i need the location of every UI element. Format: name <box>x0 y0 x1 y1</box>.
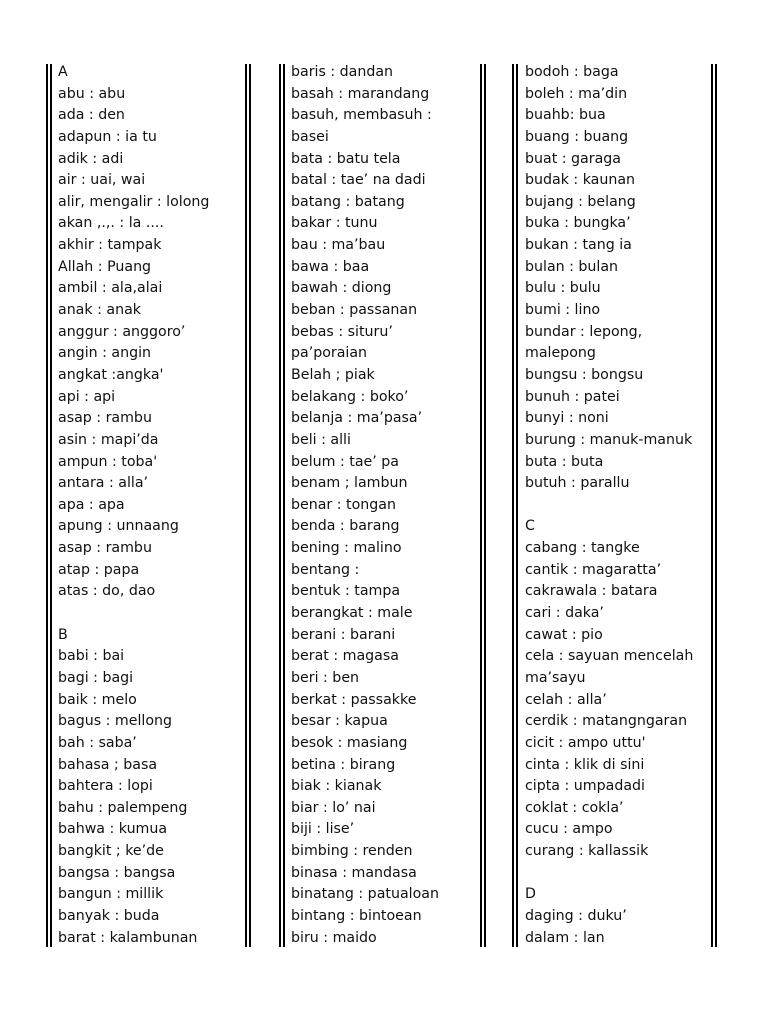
dictionary-entry: Allah : Puang <box>58 258 152 275</box>
dictionary-entry: apung : unnaang <box>58 518 179 535</box>
dictionary-entry: bawah : diong <box>291 280 392 297</box>
dictionary-entry: beban : passanan <box>291 302 418 319</box>
dictionary-entry: bukan : tang ia <box>525 237 632 254</box>
dictionary-entry: buat : garaga <box>525 150 621 167</box>
dictionary-entry: cari : daka’ <box>525 605 604 622</box>
dictionary-entry: bagi : bagi <box>58 669 134 686</box>
dictionary-entry: bentuk : tampa <box>291 583 401 600</box>
dictionary-entry: bawa : baa <box>291 258 370 275</box>
section-letter: D <box>525 886 536 903</box>
dictionary-entry: antara : alla’ <box>58 475 149 492</box>
dictionary-entry: asin : mapi’da <box>58 431 159 448</box>
word-column-2 <box>291 62 439 949</box>
dictionary-entry: ampun : toba' <box>58 453 158 470</box>
dictionary-entry: abu : abu <box>58 85 126 102</box>
dictionary-entry: beri : ben <box>291 669 360 686</box>
dictionary-entry: biak : kianak <box>291 778 382 795</box>
dictionary-entry: bau : ma’bau <box>291 237 386 254</box>
dictionary-entry: asap : rambu <box>58 540 152 557</box>
dictionary-entry: belanja : ma’pasa’ <box>291 410 423 427</box>
dictionary-entry: cakrawala : batara <box>525 583 658 600</box>
dictionary-entry: besar : kapua <box>291 713 388 730</box>
dictionary-entry: cipta : umpadadi <box>525 778 645 795</box>
dictionary-entry: baik : melo <box>58 691 137 708</box>
dictionary-entry: cela : sayuan mencelah <box>525 648 694 665</box>
dictionary-entry: banyak : buda <box>58 907 160 924</box>
dictionary-entry: baris : dandan <box>291 64 394 80</box>
dictionary-entry: berani : barani <box>291 626 396 643</box>
dictionary-entry: cinta : klik di sini <box>525 756 645 773</box>
dictionary-entry: barat : kalambunan <box>58 929 198 946</box>
column-rule <box>283 64 285 947</box>
dictionary-entry: burung : manuk-manuk <box>525 431 693 448</box>
dictionary-entry: berkat : passakke <box>291 691 417 708</box>
dictionary-entry: bulu : bulu <box>525 280 601 297</box>
dictionary-entry: betina : birang <box>291 756 396 773</box>
dictionary-entry: bening : malino <box>291 540 402 557</box>
column-rule <box>715 64 717 947</box>
dictionary-entry: akan ,.,. : la .... <box>58 215 164 232</box>
dictionary-entry: cerdik : matangngaran <box>525 713 688 730</box>
blank-line <box>58 603 209 625</box>
dictionary-entry: asap : rambu <box>58 410 152 427</box>
dictionary-entry: bahtera : lopi <box>58 778 153 795</box>
dictionary-entry: batal : tae’ na dadi <box>291 172 426 189</box>
dictionary-entry: cicit : ampo uttu' <box>525 734 646 751</box>
dictionary-entry: coklat : cokla’ <box>525 799 624 816</box>
dictionary-entry: benam ; lambun <box>291 475 408 492</box>
column-rule <box>249 64 251 947</box>
dictionary-entry: dalam : lan <box>525 929 605 946</box>
dictionary-entry: basah : marandang <box>291 85 430 102</box>
dictionary-entry: bunuh : patei <box>525 388 620 405</box>
dictionary-entry: buahb: bua <box>525 107 606 124</box>
dictionary-entry: buta : buta <box>525 453 604 470</box>
dictionary-entry: adapun : ia tu <box>58 128 157 145</box>
dictionary-entry: basei <box>291 128 329 145</box>
column-rule <box>512 64 514 947</box>
section-letter: B <box>58 626 68 643</box>
column-rule <box>279 64 281 947</box>
dictionary-entry: bungsu : bongsu <box>525 366 644 383</box>
dictionary-entry: bah : saba’ <box>58 734 137 751</box>
dictionary-entry: bahu : palempeng <box>58 799 188 816</box>
word-column-3 <box>525 62 693 949</box>
section-letter: A <box>58 64 68 80</box>
dictionary-entry: berangkat : male <box>291 605 413 622</box>
dictionary-entry: atas : do, dao <box>58 583 156 600</box>
column-rule <box>245 64 247 947</box>
column-rule <box>46 64 48 947</box>
dictionary-entry: bangkit ; ke’de <box>58 843 164 860</box>
dictionary-entry: budak : kaunan <box>525 172 636 189</box>
dictionary-entry: ma’sayu <box>525 669 586 686</box>
dictionary-entry: ambil : ala,alai <box>58 280 163 297</box>
dictionary-entry: benda : barang <box>291 518 400 535</box>
blank-line <box>525 495 693 517</box>
dictionary-entry: akhir : tampak <box>58 237 162 254</box>
dictionary-entry: bintang : bintoean <box>291 907 422 924</box>
dictionary-entry: apa : apa <box>58 496 125 513</box>
dictionary-entry: alir, mengalir : lolong <box>58 193 210 210</box>
dictionary-entry: beli : alli <box>291 431 351 448</box>
column-rule <box>484 64 486 947</box>
dictionary-entry: bebas : situru’ <box>291 323 393 340</box>
dictionary-entry: cantik : magaratta’ <box>525 561 662 578</box>
dictionary-entry: bodoh : baga <box>525 64 619 80</box>
dictionary-entry: binatang : patualoan <box>291 886 439 903</box>
dictionary-entry: bundar : lepong, <box>525 323 643 340</box>
dictionary-entry: benar : tongan <box>291 496 396 513</box>
column-rule <box>480 64 482 947</box>
dictionary-entry: daging : duku’ <box>525 907 627 924</box>
dictionary-entry: belakang : boko’ <box>291 388 409 405</box>
dictionary-entry: biji : lise’ <box>291 821 355 838</box>
dictionary-entry: curang : kallassik <box>525 843 649 860</box>
dictionary-entry: batang : batang <box>291 193 405 210</box>
dictionary-entry: babi : bai <box>58 648 125 665</box>
dictionary-entry: ada : den <box>58 107 125 124</box>
column-rule <box>711 64 713 947</box>
dictionary-entry: bulan : bulan <box>525 258 619 275</box>
section-letter: C <box>525 518 535 535</box>
dictionary-entry: boleh : ma’din <box>525 85 628 102</box>
dictionary-entry: cawat : pio <box>525 626 603 643</box>
dictionary-entry: bangun : millik <box>58 886 164 903</box>
dictionary-entry: atap : papa <box>58 561 140 578</box>
dictionary-entry: buka : bungka’ <box>525 215 631 232</box>
dictionary-entry: bakar : tunu <box>291 215 378 232</box>
dictionary-entry: pa’poraian <box>291 345 368 362</box>
dictionary-entry: buang : buang <box>525 128 629 145</box>
dictionary-entry: angkat :angka' <box>58 366 164 383</box>
dictionary-entry: air : uai, wai <box>58 172 146 189</box>
dictionary-entry: bimbing : renden <box>291 843 413 860</box>
dictionary-entry: bentang : <box>291 561 360 578</box>
dictionary-entry: bahwa : kumua <box>58 821 168 838</box>
dictionary-entry: biar : lo’ nai <box>291 799 376 816</box>
dictionary-entry: anggur : anggoro’ <box>58 323 186 340</box>
dictionary-entry: bunyi : noni <box>525 410 609 427</box>
dictionary-entry: besok : masiang <box>291 734 408 751</box>
column-rule <box>516 64 518 947</box>
blank-line <box>525 863 693 885</box>
dictionary-entry: Belah ; piak <box>291 366 375 383</box>
dictionary-entry: berat : magasa <box>291 648 399 665</box>
dictionary-entry: cabang : tangke <box>525 540 640 557</box>
dictionary-entry: angin : angin <box>58 345 152 362</box>
dictionary-entry: biru : maido <box>291 929 377 946</box>
dictionary-entry: bangsa : bangsa <box>58 864 176 881</box>
dictionary-entry: bujang : belang <box>525 193 636 210</box>
dictionary-entry: bumi : lino <box>525 302 601 319</box>
dictionary-entry: adik : adi <box>58 150 124 167</box>
dictionary-entry: cucu : ampo <box>525 821 613 838</box>
dictionary-entry: api : api <box>58 388 116 405</box>
word-column-1 <box>58 62 209 949</box>
dictionary-entry: binasa : mandasa <box>291 864 417 881</box>
dictionary-entry: basuh, membasuh : <box>291 107 432 124</box>
dictionary-entry: celah : alla’ <box>525 691 607 708</box>
dictionary-entry: bahasa ; basa <box>58 756 158 773</box>
dictionary-entry: anak : anak <box>58 302 141 319</box>
dictionary-entry: bata : batu tela <box>291 150 401 167</box>
dictionary-entry: bagus : mellong <box>58 713 172 730</box>
dictionary-entry: butuh : parallu <box>525 475 630 492</box>
column-rule <box>50 64 52 947</box>
dictionary-entry: malepong <box>525 345 596 362</box>
dictionary-entry: belum : tae’ pa <box>291 453 399 470</box>
